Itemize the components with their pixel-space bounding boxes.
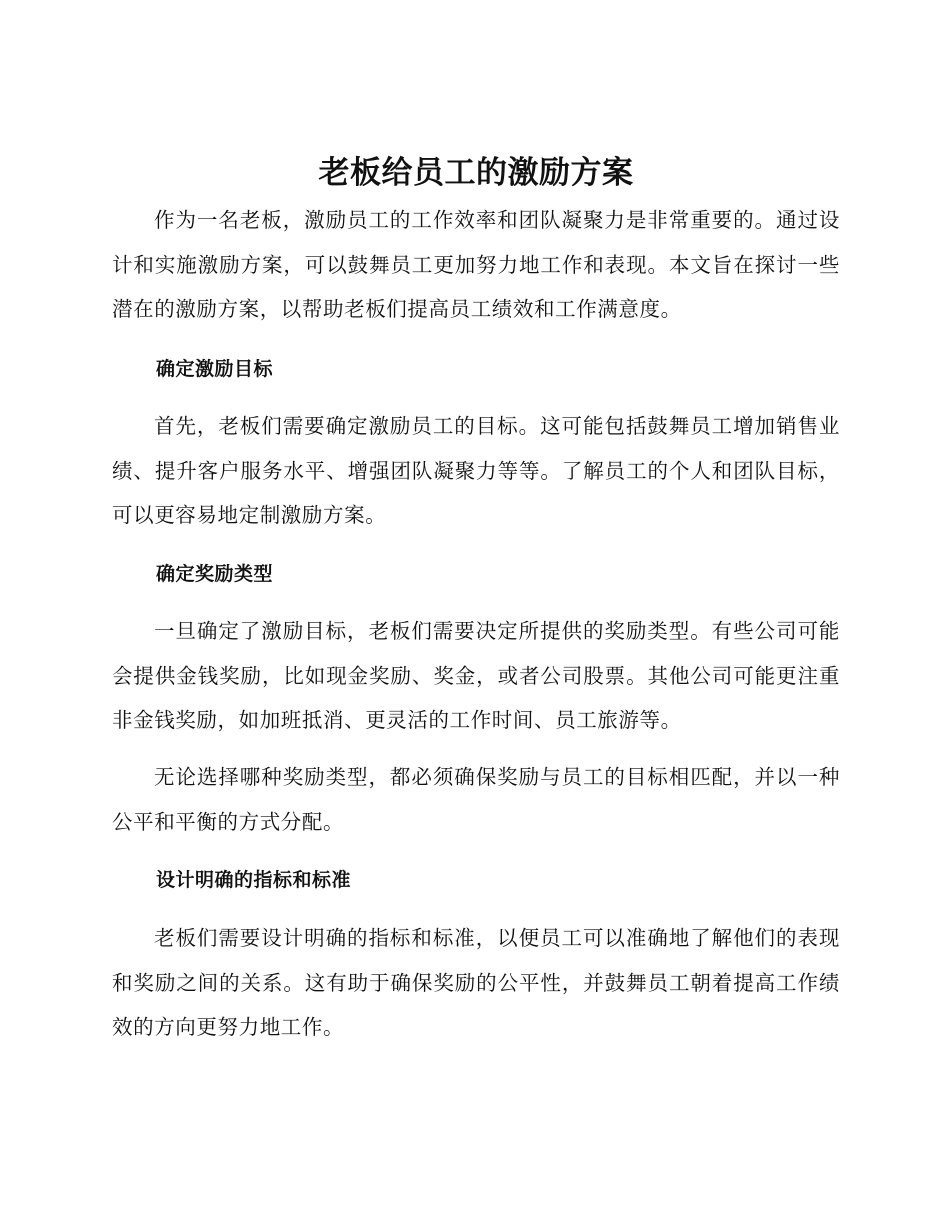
section-heading-goals: 确定激励目标 [156, 358, 274, 380]
section-heading-metrics: 设计明确的指标和标准 [156, 869, 352, 891]
section-reward-types-paragraph-1: 一旦确定了激励目标，老板们需要决定所提供的奖励类型。有些公司可能会提供金钱奖励，比如现金奖励、奖金，或者公司股票。其他公司可能更注重非金钱奖励，如加班抵消、更灵活的工作时间、员工旅游等。 [112, 619, 840, 732]
document-title: 老板给员工的激励方案 [318, 155, 634, 191]
section-heading-reward-types: 确定奖励类型 [156, 563, 274, 585]
intro-paragraph: 作为一名老板，激励员工的工作效率和团队凝聚力是非常重要的。通过设计和实施激励方案，可以鼓舞员工更加努力地工作和表现。本文旨在探讨一些潜在的激励方案，以帮助老板们提高员工绩效和工作满意度。 [112, 208, 840, 321]
section-goals-paragraph: 首先，老板们需要确定激励员工的目标。这可能包括鼓舞员工增加销售业绩、提升客户服务水平、增强团队凝聚力等等。了解员工的个人和团队目标，可以更容易地定制激励方案。 [112, 414, 840, 527]
section-reward-types-paragraph-2: 无论选择哪种奖励类型，都必须确保奖励与员工的目标相匹配，并以一种公平和平衡的方式分配。 [112, 765, 840, 834]
section-metrics-paragraph: 老板们需要设计明确的指标和标准，以便员工可以准确地了解他们的表现和奖励之间的关系。这有助于确保奖励的公平性，并鼓舞员工朝着提高工作绩效的方向更努力地工作。 [112, 926, 840, 1039]
